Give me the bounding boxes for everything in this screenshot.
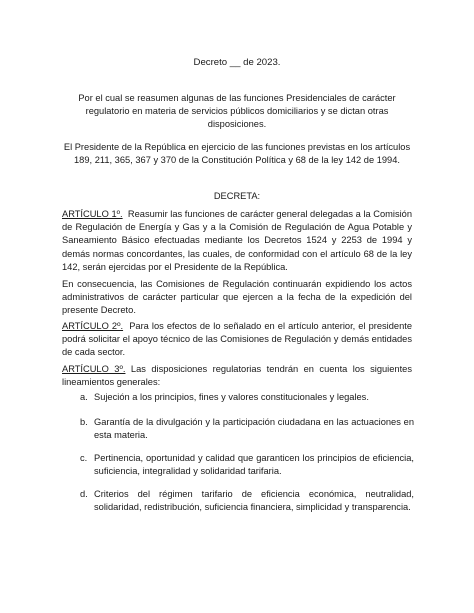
- list-item: [80, 452, 414, 478]
- article-3: [62, 363, 412, 389]
- list-item-text: Criterios del régimen tarifario de eficiencia económica, neutralidad, solidaridad, redistribución, suficiencia financiera, simplicidad y transparencia.: [94, 489, 414, 513]
- list-item-letter: b.: [80, 417, 88, 427]
- article-2-heading: ARTÍCULO 2º.: [62, 321, 124, 331]
- list-item-letter: d.: [80, 489, 88, 499]
- article-3-text: Las disposiciones regulatorias tendrán en cuenta los siguientes lineamientos generales:: [62, 364, 412, 388]
- article-2: [62, 320, 412, 360]
- list-item: [80, 488, 414, 514]
- list-item-text: Sujeción a los principios, fines y valores constitucionales y legales.: [94, 392, 369, 402]
- list-item: [80, 416, 414, 442]
- article-3-heading: ARTÍCULO 3º.: [62, 364, 126, 374]
- decree-preamble: El Presidente de la República en ejercicio de las funciones previstas en los artículos 189, 211, 365, 367 y 370 de la Constitución Política y 68 de la ley 142 de 1994.: [63, 142, 411, 166]
- list-item-letter: a.: [80, 392, 88, 402]
- list-item-text: Garantía de la divulgación y la participación ciudadana en las actuaciones en esta materia.: [94, 417, 414, 441]
- article-1-text: Reasumir las funciones de carácter general delegadas a la Comisión de Regulación de Energía y Gas y a la Comisión de Regulación de Agua Potable y Saneamiento Básico efectuadas mediante los Decretos 1524 y 2253 de 1994 y demás normas concordantes, las cuales, de conformidad con el artículo 68 de la ley 142, serán ejercidas por el Presidente de la República.: [62, 209, 412, 272]
- article-1-paragraph-2: En consecuencia, las Comisiones de Regulación continuarán expidiendo los actos administrativos de carácter particular que ejercen a la fecha de la expedición del presente Decreto.: [62, 279, 412, 316]
- article-1: [62, 208, 412, 274]
- decreta-heading: DECRETA:: [213, 191, 261, 201]
- article-1-heading: ARTÍCULO 1º.: [62, 209, 123, 219]
- list-item-letter: c.: [80, 453, 88, 463]
- decree-title: Decreto __ de 2023.: [193, 57, 281, 68]
- decree-summary: Por el cual se reasumen algunas de las funciones Presidenciales de carácter regulatorio en materia de servicios públicos domiciliarios y se dictan otras disposiciones.: [78, 93, 396, 130]
- article-2-text: Para los efectos de lo señalado en el artículo anterior, el presidente podrá solicitar el apoyo técnico de las Comisiones de Regulación y demás entidades de cada sector.: [62, 321, 413, 358]
- list-item-text: Pertinencia, oportunidad y calidad que garanticen los principios de eficiencia, suficiencia, integralidad y solidaridad tarifaria.: [94, 453, 414, 477]
- list-item: [80, 391, 414, 404]
